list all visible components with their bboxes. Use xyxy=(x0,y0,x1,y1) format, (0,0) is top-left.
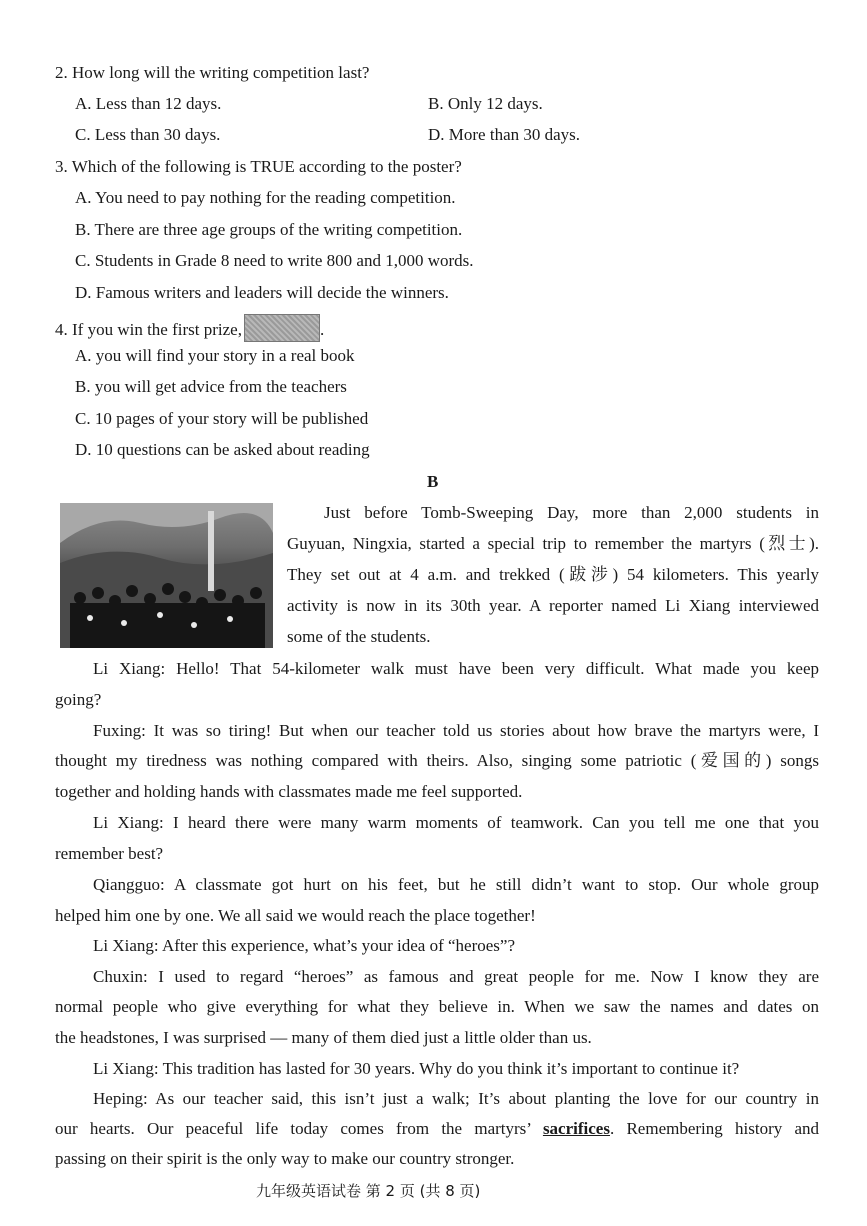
question-2-option-c: C. Less than 30 days. xyxy=(75,125,221,144)
underlined-word-sacrifices: sacrifices xyxy=(542,1119,610,1138)
question-4-option-c: C. 10 pages of your story will be published xyxy=(75,409,369,428)
dialogue-line-4: thought my tiredness was nothing compared with theirs. Also, singing some patriotic (爱国的) songs xyxy=(55,751,819,770)
question-4-stem-end: . xyxy=(319,320,325,339)
dialogue-line-5: together and holding hands with classmates made me feel supported. xyxy=(55,782,523,801)
dialogue-line-2: going? xyxy=(55,690,102,709)
question-3-option-a: A. You need to pay nothing for the reading competition. xyxy=(75,188,456,207)
section-b-heading: B xyxy=(427,472,439,491)
intro-line-5: some of the students. xyxy=(287,627,431,646)
dialogue-line-16-a: our hearts. Our peaceful life today comes from the martyrs’ xyxy=(55,1119,531,1138)
dialogue-line-8: Qiangguo: A classmate got hurt on his feet, but he still didn’t want to stop. Our whole group xyxy=(93,875,819,894)
dialogue-line-10: Li Xiang: After this experience, what’s your idea of “heroes”? xyxy=(93,936,516,955)
question-2-option-d: D. More than 30 days. xyxy=(428,125,581,144)
dialogue-line-14: Li Xiang: This tradition has lasted for 30 years. Why do you think it’s important to continue it? xyxy=(93,1059,740,1078)
question-2-option-b: B. Only 12 days. xyxy=(428,94,543,113)
dialogue-line-9: helped him one by one. We all said we would reach the place together! xyxy=(55,906,536,925)
page-footer: 九年级英语试卷 第 2 页 (共 8 页) xyxy=(256,1182,481,1200)
question-2-option-a: A. Less than 12 days. xyxy=(75,94,222,113)
dialogue-line-13: the headstones, I was surprised — many of them died just a little older than us. xyxy=(55,1028,592,1047)
dialogue-line-3: Fuxing: It was so tiring! But when our teacher told us stories about how brave the martyrs were, I xyxy=(93,721,819,740)
question-4-option-a: A. you will find your story in a real book xyxy=(75,346,355,365)
dialogue-line-11: Chuxin: I used to regard “heroes” as famous and great people for me. Now I know they are xyxy=(93,967,819,986)
dialogue-line-16 xyxy=(55,1119,819,1139)
dialogue-line-6: Li Xiang: I heard there were many warm moments of teamwork. Can you tell me one that you xyxy=(93,813,819,832)
question-3-option-c: C. Students in Grade 8 need to write 800 and 1,000 words. xyxy=(75,251,474,270)
intro-line-2: Guyuan, Ningxia, started a special trip to remember the martyrs (烈士). xyxy=(287,534,819,553)
question-3-option-d: D. Famous writers and leaders will decide the winners. xyxy=(75,283,449,302)
dialogue-line-1: Li Xiang: Hello! That 54-kilometer walk must have been very difficult. What made you keep xyxy=(93,659,819,678)
dialogue-line-15: Heping: As our teacher said, this isn’t just a walk; It’s about planting the love for our country in xyxy=(93,1089,819,1108)
intro-line-1: Just before Tomb-Sweeping Day, more than 2,000 students in xyxy=(324,503,819,522)
dialogue-line-7: remember best? xyxy=(55,844,164,863)
question-3-stem: 3. Which of the following is TRUE according to the poster? xyxy=(55,157,462,176)
students-march-photo xyxy=(60,503,273,648)
question-4-stem xyxy=(55,314,324,342)
question-3-option-b: B. There are three age groups of the writing competition. xyxy=(75,220,463,239)
question-2-stem: 2. How long will the writing competition last? xyxy=(55,63,370,82)
dialogue-line-17: passing on their spirit is the only way to make our country stronger. xyxy=(55,1149,515,1168)
dialogue-line-16-b: . Remembering history and xyxy=(609,1119,820,1138)
question-4-stem-text: 4. If you win the first prize, xyxy=(55,320,242,339)
dialogue-line-12: normal people who give everything for what they believe in. When we saw the names and dates on xyxy=(55,997,819,1016)
question-4-option-b: B. you will get advice from the teachers xyxy=(75,377,347,396)
intro-line-4: activity is now in its 30th year. A reporter named Li Xiang interviewed xyxy=(287,596,819,615)
intro-line-3: They set out at 4 a.m. and trekked (跋涉) 54 kilometers. This yearly xyxy=(287,565,819,584)
question-4-option-d: D. 10 questions can be asked about reading xyxy=(75,440,370,459)
answer-blank xyxy=(244,314,320,342)
